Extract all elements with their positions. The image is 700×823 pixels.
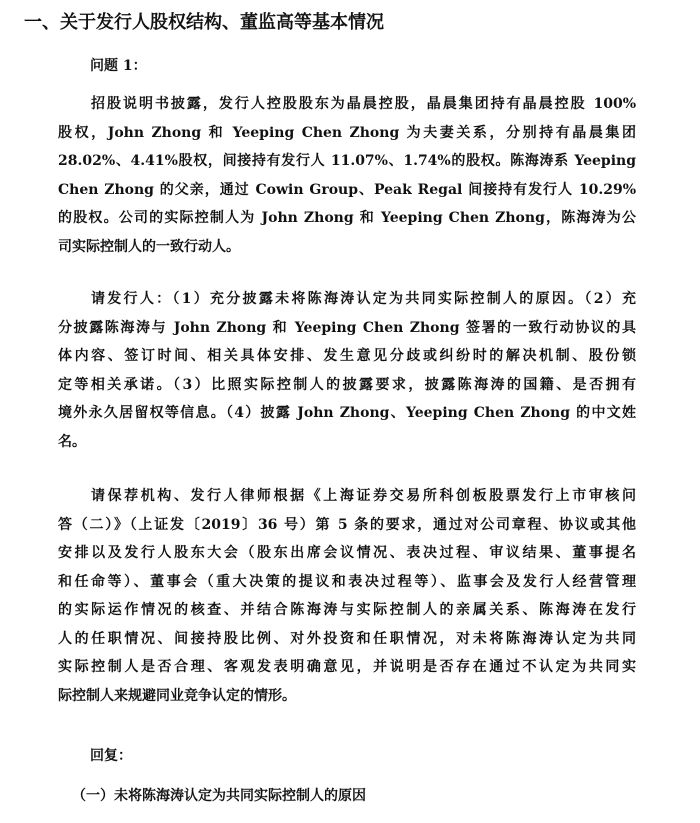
paragraph-line: 际控制人来规避同业竞争认定的情形。 [58, 687, 296, 704]
reply-section-heading: （一）未将陈海涛认定为共同实际控制人的原因 [72, 788, 366, 804]
paragraph-line: 名。 [58, 433, 86, 450]
paragraph-line: 境外永久居留权等信息。（4）披露 John Zhong、Yeeping Chen Zhong 的中文姓 [58, 405, 636, 421]
paragraph-line: 人的任职情况、间接持股比例、对外投资和任职情况，对未将陈海涛认定为共同 [58, 630, 636, 647]
paragraph-line: 体内容、签订时间、相关具体安排、发生意见分歧或纠纷时的解决机制、股份锁 [58, 348, 636, 364]
paragraph-line: 的实际运作情况的核查、并结合陈海涛与实际控制人的亲属关系、陈海涛在发行 [58, 602, 636, 618]
paragraph-line: 分披露陈海涛与 John Zhong 和 Yeeping Chen Zhong 签署的一致行动协议的具 [58, 319, 636, 336]
paragraph-line: 安排以及发行人股东大会（股东出席会议情况、表决过程、审议结果、董事提名 [58, 545, 636, 561]
paragraph-line: 请发行人：（1）充分披露未将陈海涛认定为共同实际控制人的原因。（2）充 [91, 291, 636, 307]
reply-label: 回复： [90, 748, 132, 764]
paragraph-line: 招股说明书披露，发行人控股股东为晶晨控股，晶晨集团持有晶晨控股 100% [91, 96, 636, 112]
paragraph-line: Chen Zhong 的父亲，通过 Cowin Group、Peak Regal 间接持有发行人 10.29% [58, 181, 636, 198]
question-paragraph-issuer-requests [58, 285, 636, 456]
paragraph-line: 实际控制人是否合理、客观发表明确意见，并说明是否存在通过不认定为共同实 [58, 659, 636, 675]
paragraph-line: 28.02%、4.41%股权，间接持有发行人 11.07%、1.74%的股权。陈海涛系 Yeeping [58, 153, 636, 169]
section-title: 一、关于发行人股权结构、董监高等基本情况 [24, 12, 384, 33]
paragraph-line: 司实际控制人的一致行动人。 [58, 238, 240, 255]
paragraph-line: 请保荐机构、发行人律师根据《上海证券交易所科创板股票发行上市审核问 [91, 488, 636, 504]
question-label: 问题 1： [90, 58, 147, 74]
question-paragraph-sponsor-requests [58, 482, 636, 710]
paragraph-line: 定等相关承诺。（3）比照实际控制人的披露要求，披露陈海涛的国籍、是否拥有 [58, 376, 636, 393]
paragraph-line: 股权，John Zhong 和 Yeeping Chen Zhong 为夫妻关系，分别持有晶晨集团 [58, 124, 636, 141]
paragraph-line: 答（二）》（上证发〔2019〕36 号）第 5 条的要求，通过对公司章程、协议或其他 [58, 516, 636, 533]
paragraph-line: 和任命等）、董事会（重大决策的提议和表决过程等）、监事会及发行人经营管理 [58, 573, 636, 590]
paragraph-line: 的股权。公司的实际控制人为 John Zhong 和 Yeeping Chen Zhong，陈海涛为公 [58, 210, 636, 226]
question-paragraph-disclosure [58, 90, 636, 261]
